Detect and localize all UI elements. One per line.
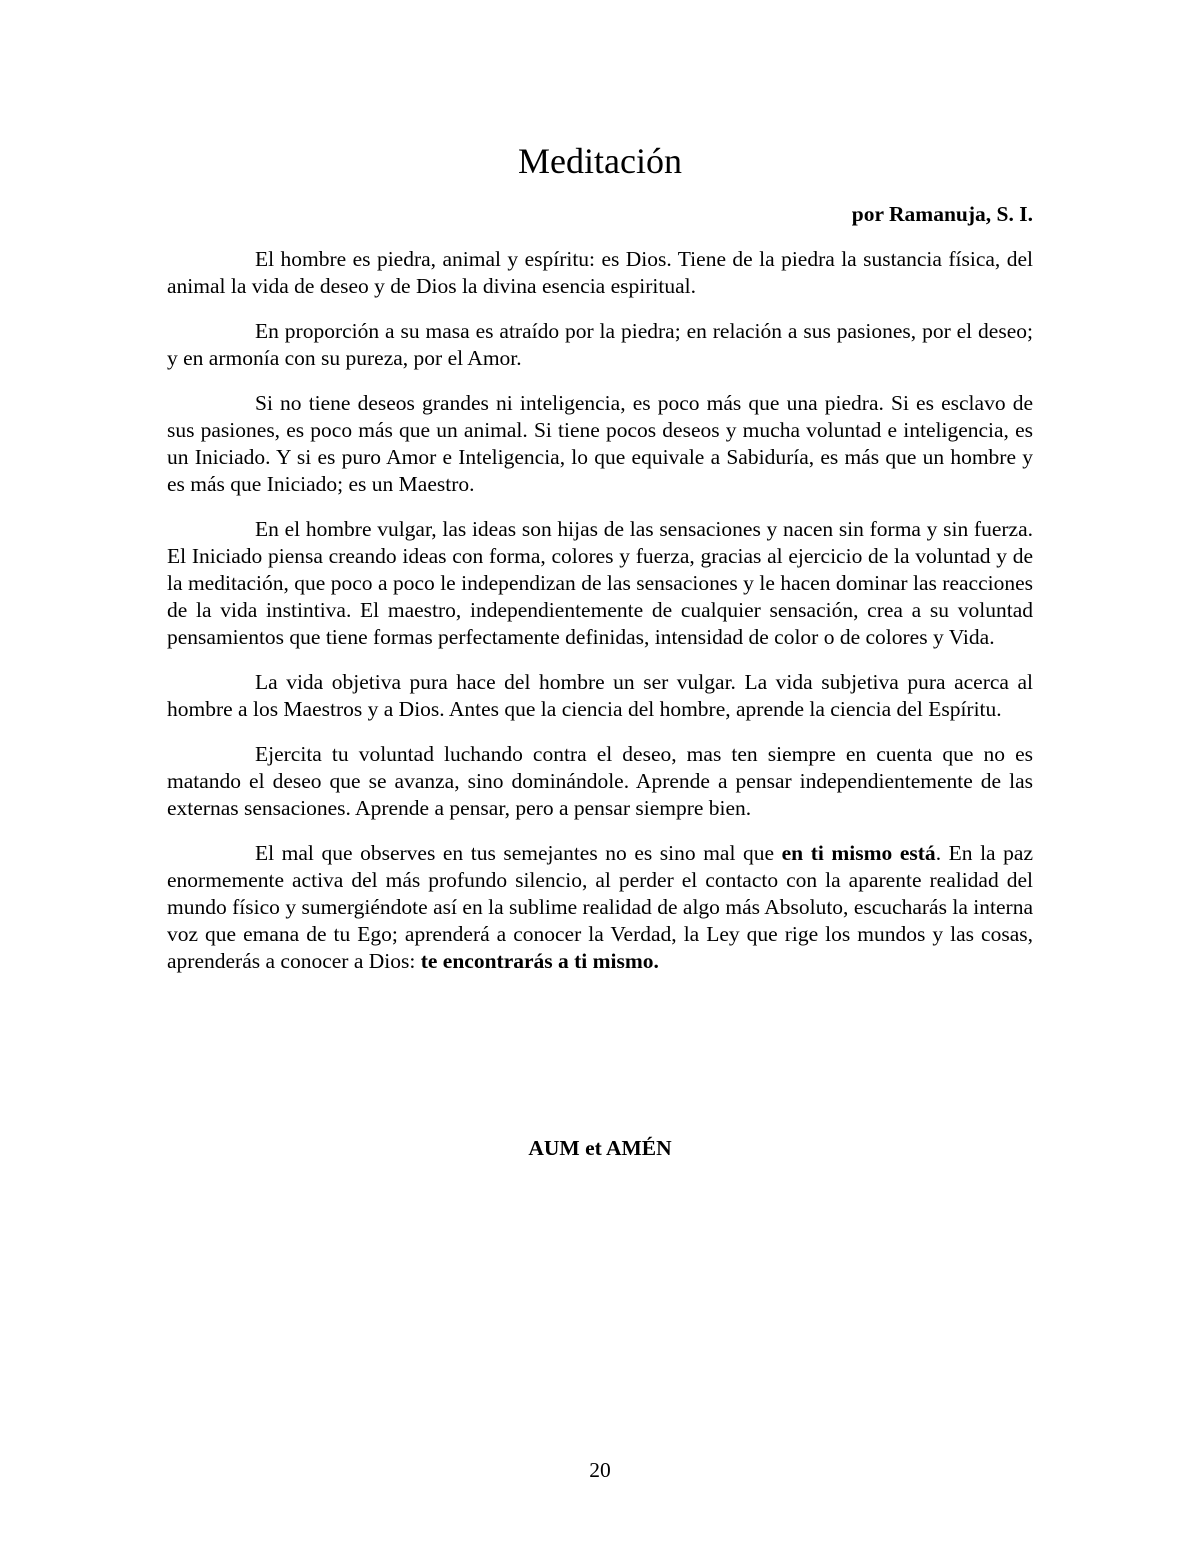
paragraph-4: En el hombre vulgar, las ideas son hijas de las sensaciones y nacen sin forma y sin fuerza. El Iniciado piensa creando ideas con forma, colores y fuerza, gracias al ejercicio de la voluntad y de la meditación, que poco a poco le independizan de las sensaciones y le hacen dominar las reacciones de la vida instintiva. El maestro, independientemente de cualquier sensación, crea a su voluntad pensamientos que tiene formas perfectamente definidas, intensidad de color o de colores y Vida. [167,517,1033,649]
paragraph-7 [167,840,1033,975]
paragraph-5: La vida objetiva pura hace del hombre un ser vulgar. La vida subjetiva pura acerca al hombre a los Maestros y a Dios. Antes que la ciencia del hombre, aprende la ciencia del Espíritu. [167,670,1033,721]
paragraph-6: Ejercita tu voluntad luchando contra el deseo, mas ten siempre en cuenta que no es matando el deseo que se avanza, sino dominándole. Aprende a pensar independientemente de las externas sensaciones. Aprende a pensar, pero a pensar siempre bien. [167,742,1033,820]
paragraph-7-text-a: El mal que observes en tus semejantes no es sino mal que [255,841,782,865]
paragraph-7-emphasis-a: en ti mismo está [781,841,936,865]
paragraph-7-text-b: . En la paz enormemente activa del más profundo silencio, al perder el contacto con la aparente realidad del mundo físico y sumergiéndote así en la sublime realidad de algo más Absoluto, escucharás la interna voz que emana de tu Ego; aprenderá a conocer la Verdad, la Ley que rige los mundos y las cosas, aprenderás a conocer a Dios: [167,841,1033,973]
paragraph-2: En proporción a su masa es atraído por la piedra; en relación a sus pasiones, por el deseo; y en armonía con su pureza, por el Amor. [167,319,1033,370]
body-text [167,246,1033,993]
paragraph-3: Si no tiene deseos grandes ni inteligencia, es poco más que una piedra. Si es esclavo de sus pasiones, es poco más que un animal. Si tiene pocos deseos y mucha voluntad e inteligencia, es un Iniciado. Y si es puro Amor e Inteligencia, lo que equivale a Sabiduría, es más que un hombre y es más que Iniciado; es un Maestro. [167,391,1033,496]
author-byline: por Ramanuja, S. I. [851,202,1033,226]
page-number: 20 [589,1458,611,1482]
paragraph-1: El hombre es piedra, animal y espíritu: es Dios. Tiene de la piedra la sustancia física, del animal la vida de deseo y de Dios la divina esencia espiritual. [167,247,1033,298]
page-title: Meditación [518,141,682,181]
paragraph-7-emphasis-b: te encontrarás a ti mismo. [420,949,659,973]
closing-invocation: AUM et AMÉN [528,1136,672,1160]
